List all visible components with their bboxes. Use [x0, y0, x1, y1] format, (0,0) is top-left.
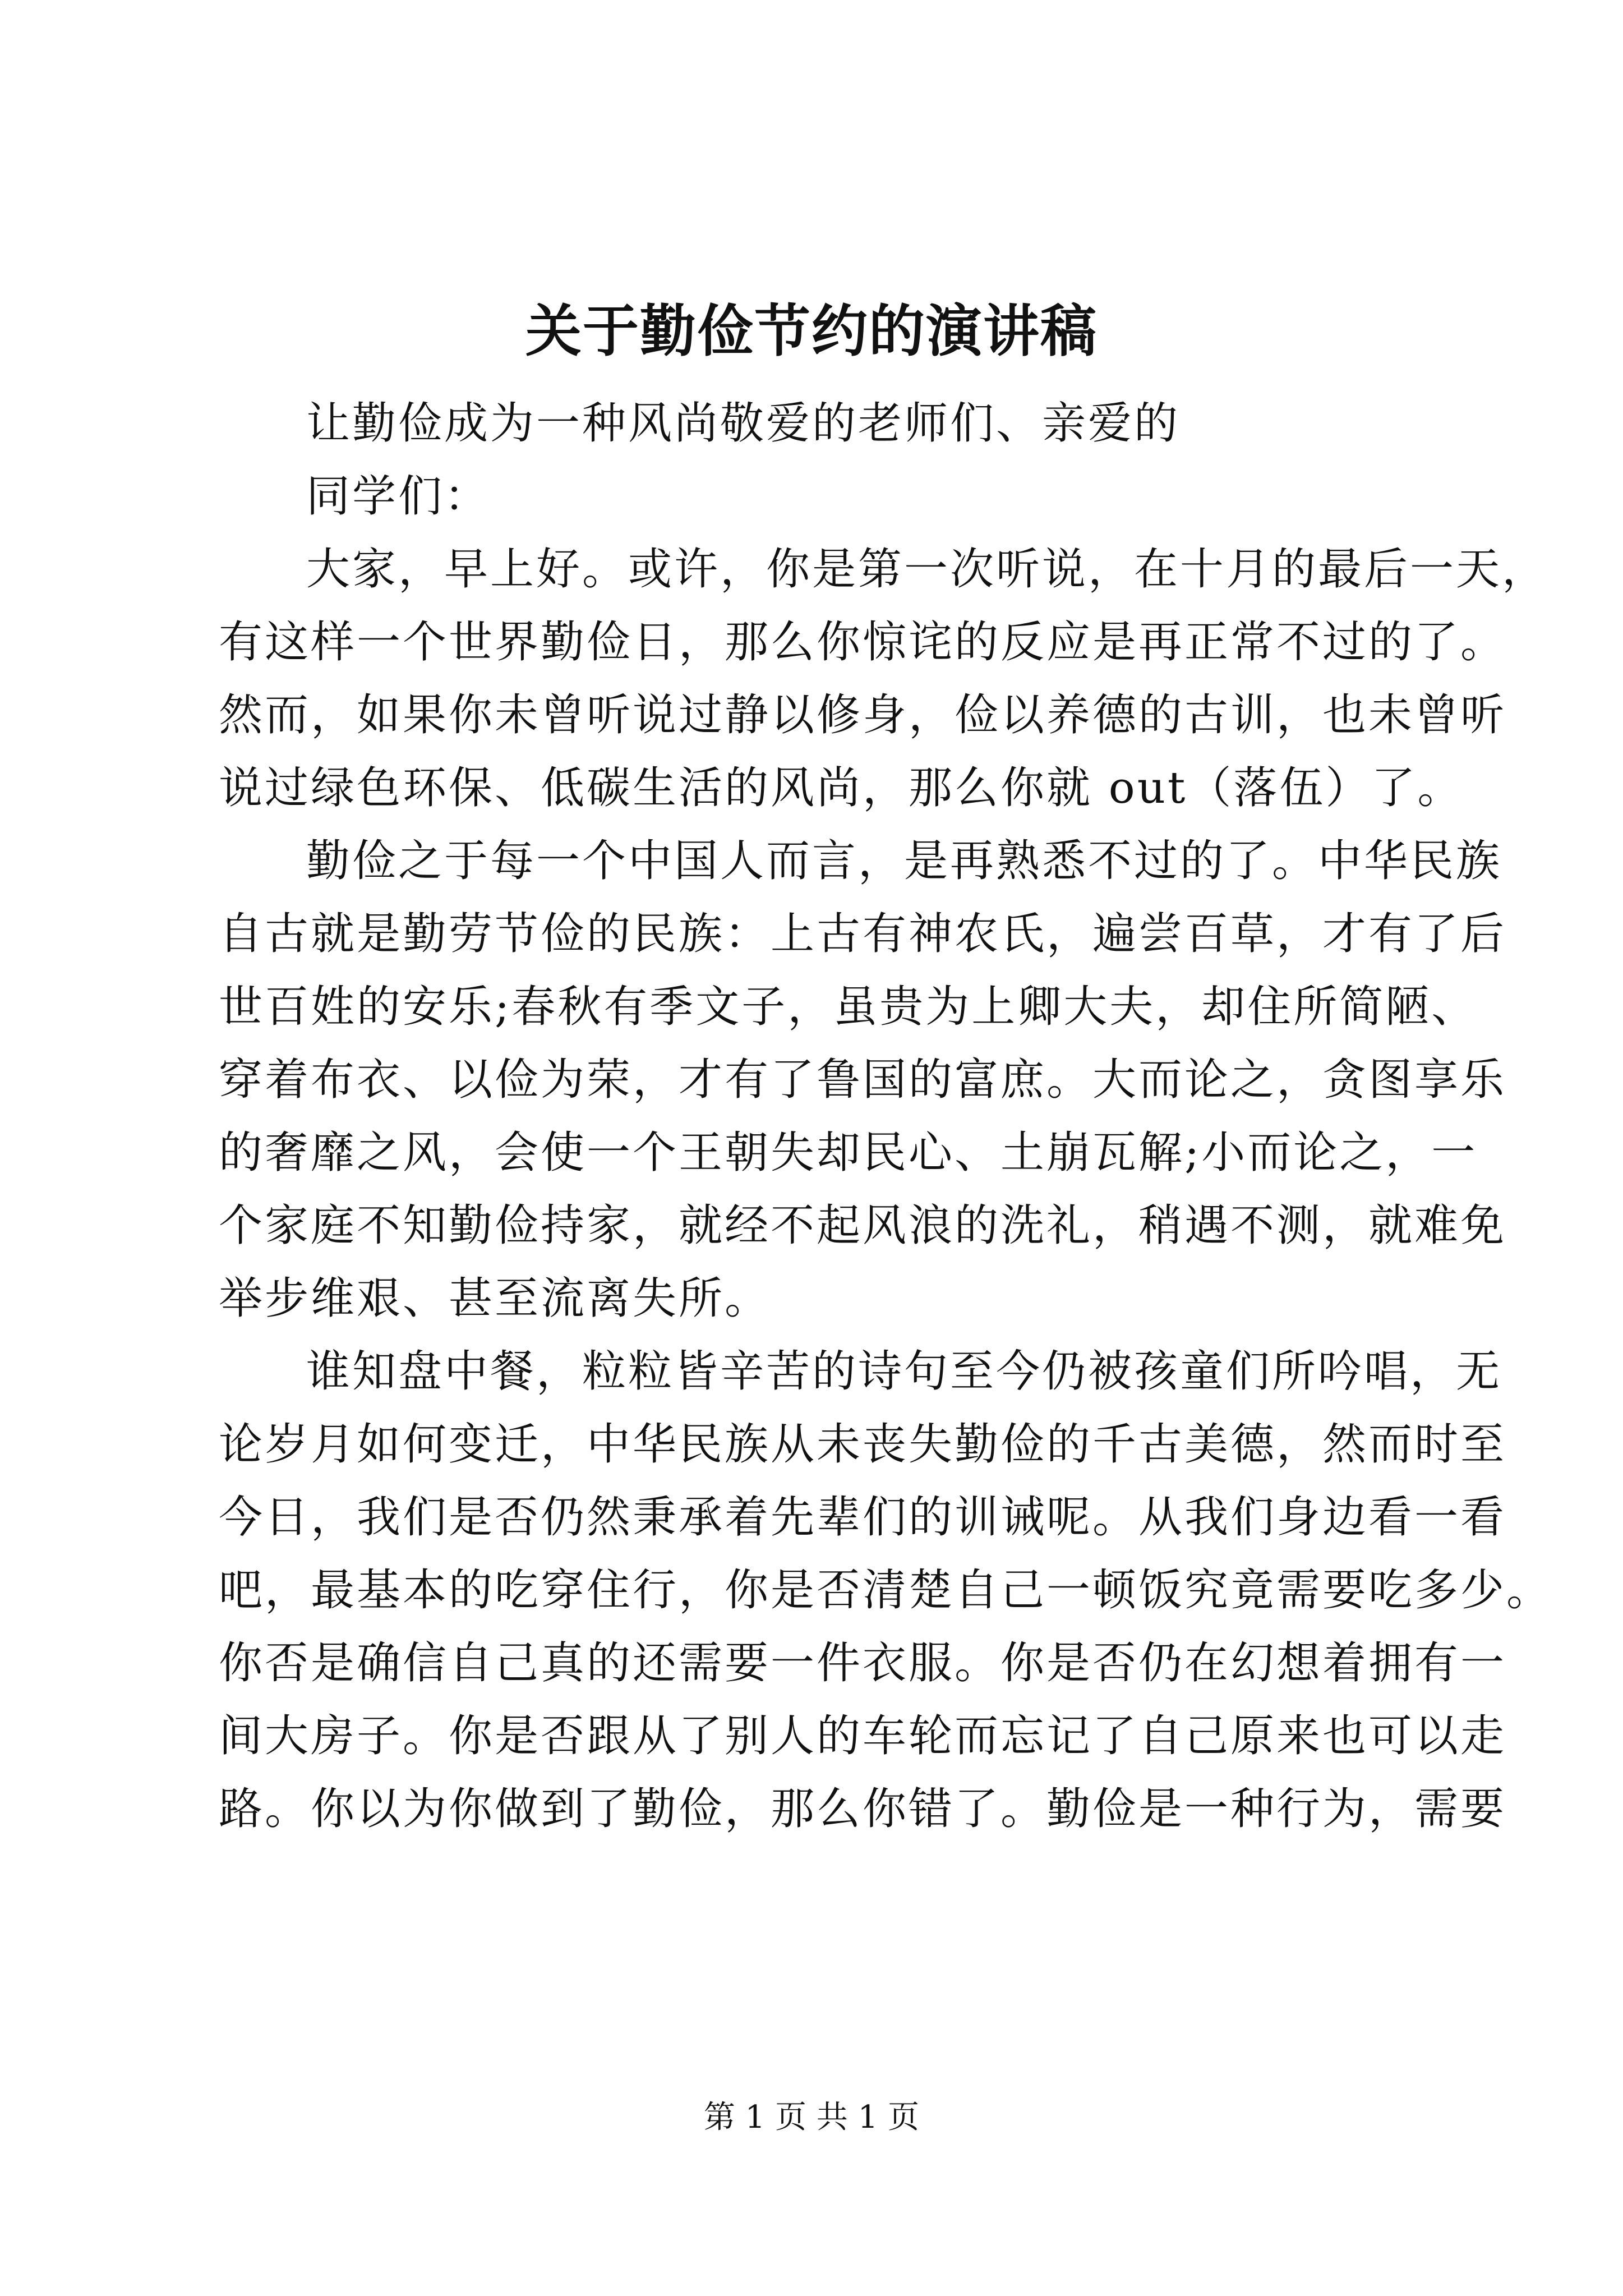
text-line: 举步维艰、甚至流离失所。 — [219, 1273, 771, 1324]
text-line: 有这样一个世界勤俭日，那么你惊诧的反应是再正常不过的了。 — [219, 617, 1507, 668]
text-line: 说过绿色环保、低碳生活的风尚，那么你就 out（落伍）了。 — [219, 763, 1464, 813]
text-line: 路。你以为你做到了勤俭，那么你错了。勤俭是一种行为，需要 — [219, 1784, 1507, 1834]
text-line: 的奢靡之风，会使一个王朝失却民心、土崩瓦解;小而论之，一 — [219, 1128, 1478, 1178]
text-line: 然而，如果你未曾听说过静以修身，俭以养德的古训，也未曾听 — [219, 690, 1507, 740]
text-line: 论岁月如何变迁，中华民族从未丧失勤俭的千古美德，然而时至 — [219, 1419, 1507, 1470]
text-line: 间大房子。你是否跟从了别人的车轮而忘记了自己原来也可以走 — [219, 1711, 1507, 1761]
text-line: 个家庭不知勤俭持家，就经不起风浪的洗礼，稍遇不测，就难免 — [219, 1200, 1507, 1251]
text-line: 今日，我们是否仍然秉承着先辈们的训诫呢。从我们身边看一看 — [219, 1492, 1507, 1543]
page-footer: 第 1 页 共 1 页 — [703, 2099, 920, 2136]
text-line: 谁知盘中餐，粒粒皆辛苦的诗句至今仍被孩童们所吟唱，无 — [306, 1346, 1502, 1397]
text-line: 自古就是勤劳节俭的民族：上古有神农氏，遍尝百草，才有了后 — [219, 909, 1507, 959]
text-line: 勤俭之于每一个中国人而言，是再熟悉不过的了。中华民族 — [306, 836, 1502, 886]
document-title: 关于勤俭节约的演讲稿 — [525, 298, 1098, 364]
text-line: 大家，早上好。或许，你是第一次听说，在十月的最后一天， — [306, 544, 1548, 595]
text-line: 同学们： — [306, 471, 491, 522]
text-line: 穿着布衣、以俭为荣，才有了鲁国的富庶。大而论之，贪图享乐 — [219, 1055, 1507, 1105]
text-line: 你否是确信自己真的还需要一件衣服。你是否仍在幻想着拥有一 — [219, 1638, 1507, 1688]
text-line: 吧，最基本的吃穿住行，你是否清楚自己一顿饭究竟需要吃多少。 — [219, 1565, 1553, 1616]
document-body — [219, 387, 1553, 1846]
text-line: 让勤俭成为一种风尚敬爱的老师们、亲爱的 — [306, 398, 1181, 449]
text-line: 世百姓的安乐;春秋有季文子，虽贵为上卿大夫，却住所简陋、 — [219, 982, 1478, 1032]
